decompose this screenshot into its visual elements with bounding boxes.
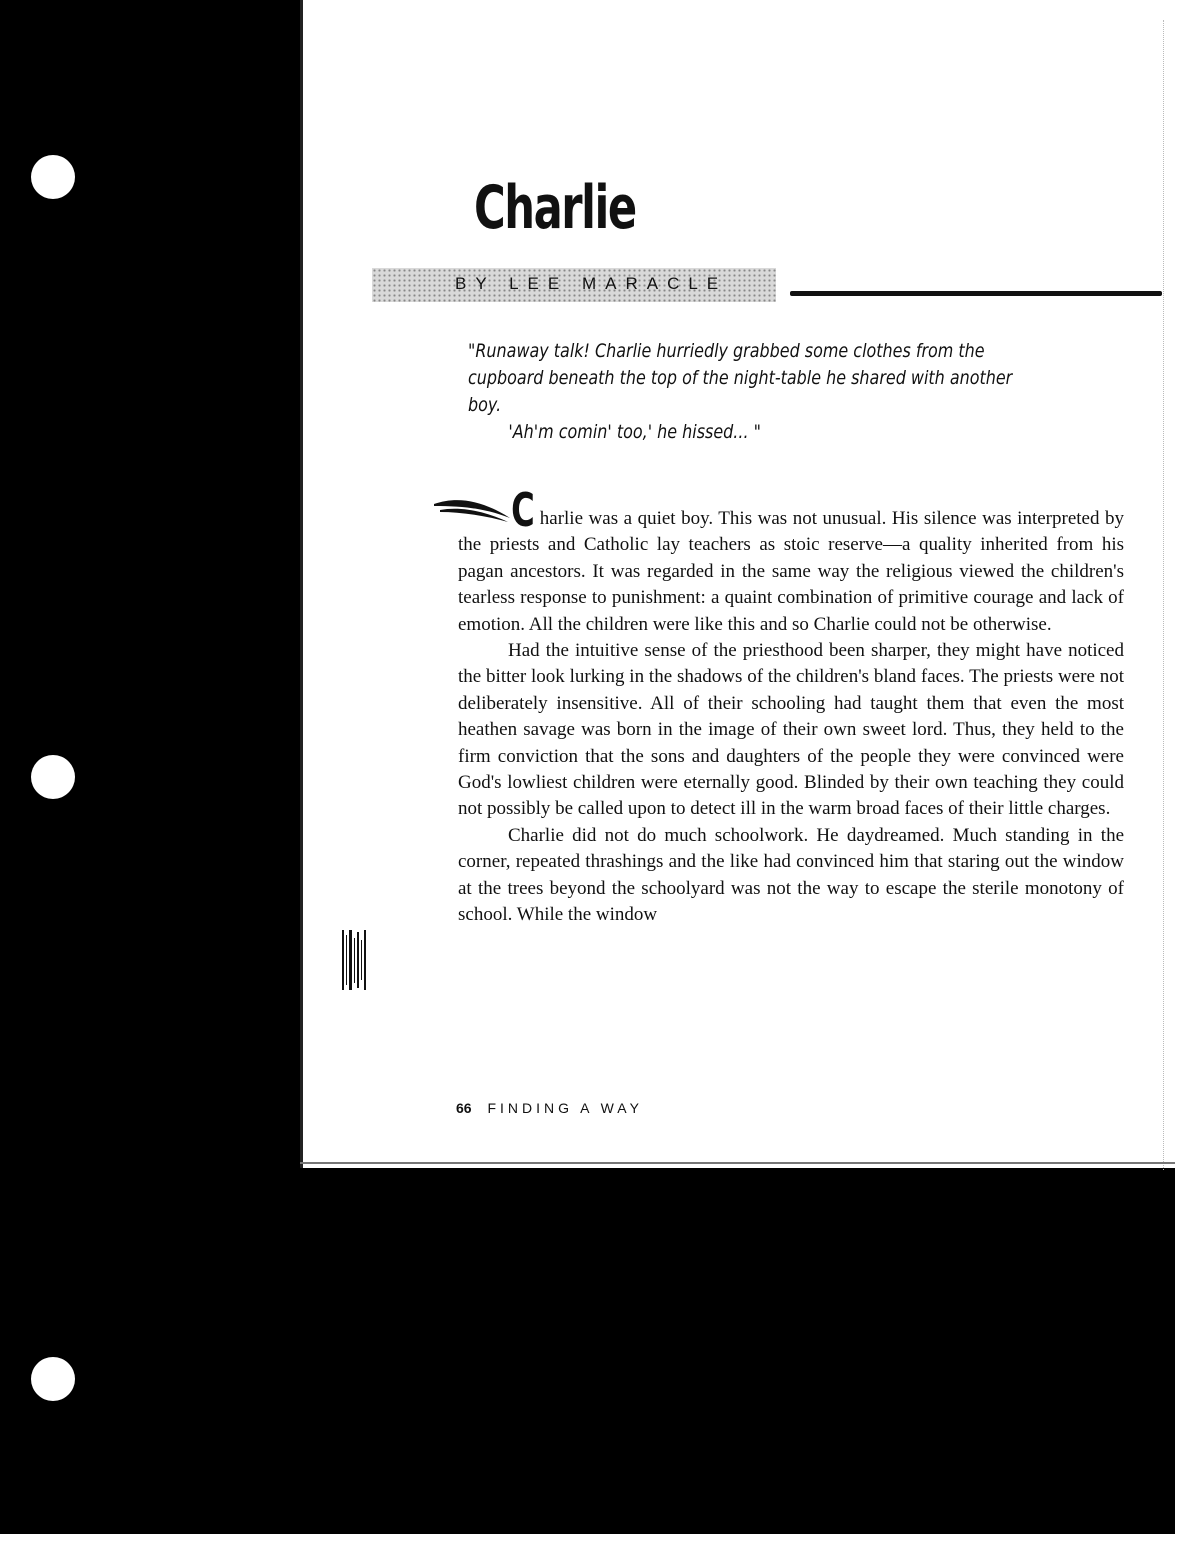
article-body <box>458 483 1124 929</box>
pull-quote-line: 'Ah'm comin' too,' he hissed... " <box>508 421 761 443</box>
scan-artifact <box>340 930 370 990</box>
page-footer <box>456 1100 643 1116</box>
page-edge <box>1163 20 1176 1170</box>
pull-quote <box>468 338 1039 446</box>
page-number: 66 <box>456 1100 472 1116</box>
scan-margin-right <box>1175 0 1200 1553</box>
paragraph <box>458 483 1124 638</box>
paragraph-text: harlie was a quiet boy. This was not unusual. His silence was interpreted by the priests and Catholic lay teachers as stoic reserve—a quality inherited from his pagan ancestors. It was regarded in the same way the religious viewed the children's tearless response to punishment: a quaint combination of primitive courage and lack of emotion. All the children were like this and so Charlie could not be otherwise. <box>458 508 1124 635</box>
binder-hole <box>31 155 75 199</box>
pull-quote-line: "Runaway talk! Charlie hurriedly grabbed some clothes from the cupboard beneath the top of the night-table he shared with another boy. <box>468 340 1013 416</box>
binder-hole <box>31 755 75 799</box>
article-title: Charlie <box>474 173 636 243</box>
page-bottom-edge <box>300 1162 1175 1164</box>
binder-hole <box>31 1357 75 1401</box>
paragraph: Charlie did not do much schoolwork. He daydreamed. Much standing in the corner, repeated thrashings and the like had convinced him that staring out the window at the trees beyond the schoolyard was not the way to escape the sterile monotony of school. While the window <box>458 824 1124 926</box>
scan-margin-bottom <box>0 1534 1200 1553</box>
byline-rule <box>790 291 1162 296</box>
byline: BY LEE MARACLE <box>455 274 728 293</box>
paragraph: Had the intuitive sense of the priesthood been sharper, they might have noticed the bitter look lurking in the shadows of the children's bland faces. The priests were not deliberately insensitive. All of their schooling had taught them that even the most heathen savage was born in the image of their own sweet lord. Thus, they held to the firm conviction that the sons and daughters of the people they were convinced were God's lowliest children were eternally good. Blinded by their own teaching they could not possibly be called upon to detect ill in the warm broad faces of their little charges. <box>458 640 1124 820</box>
drop-cap: C <box>511 483 535 537</box>
running-head: FINDING A WAY <box>487 1100 643 1116</box>
